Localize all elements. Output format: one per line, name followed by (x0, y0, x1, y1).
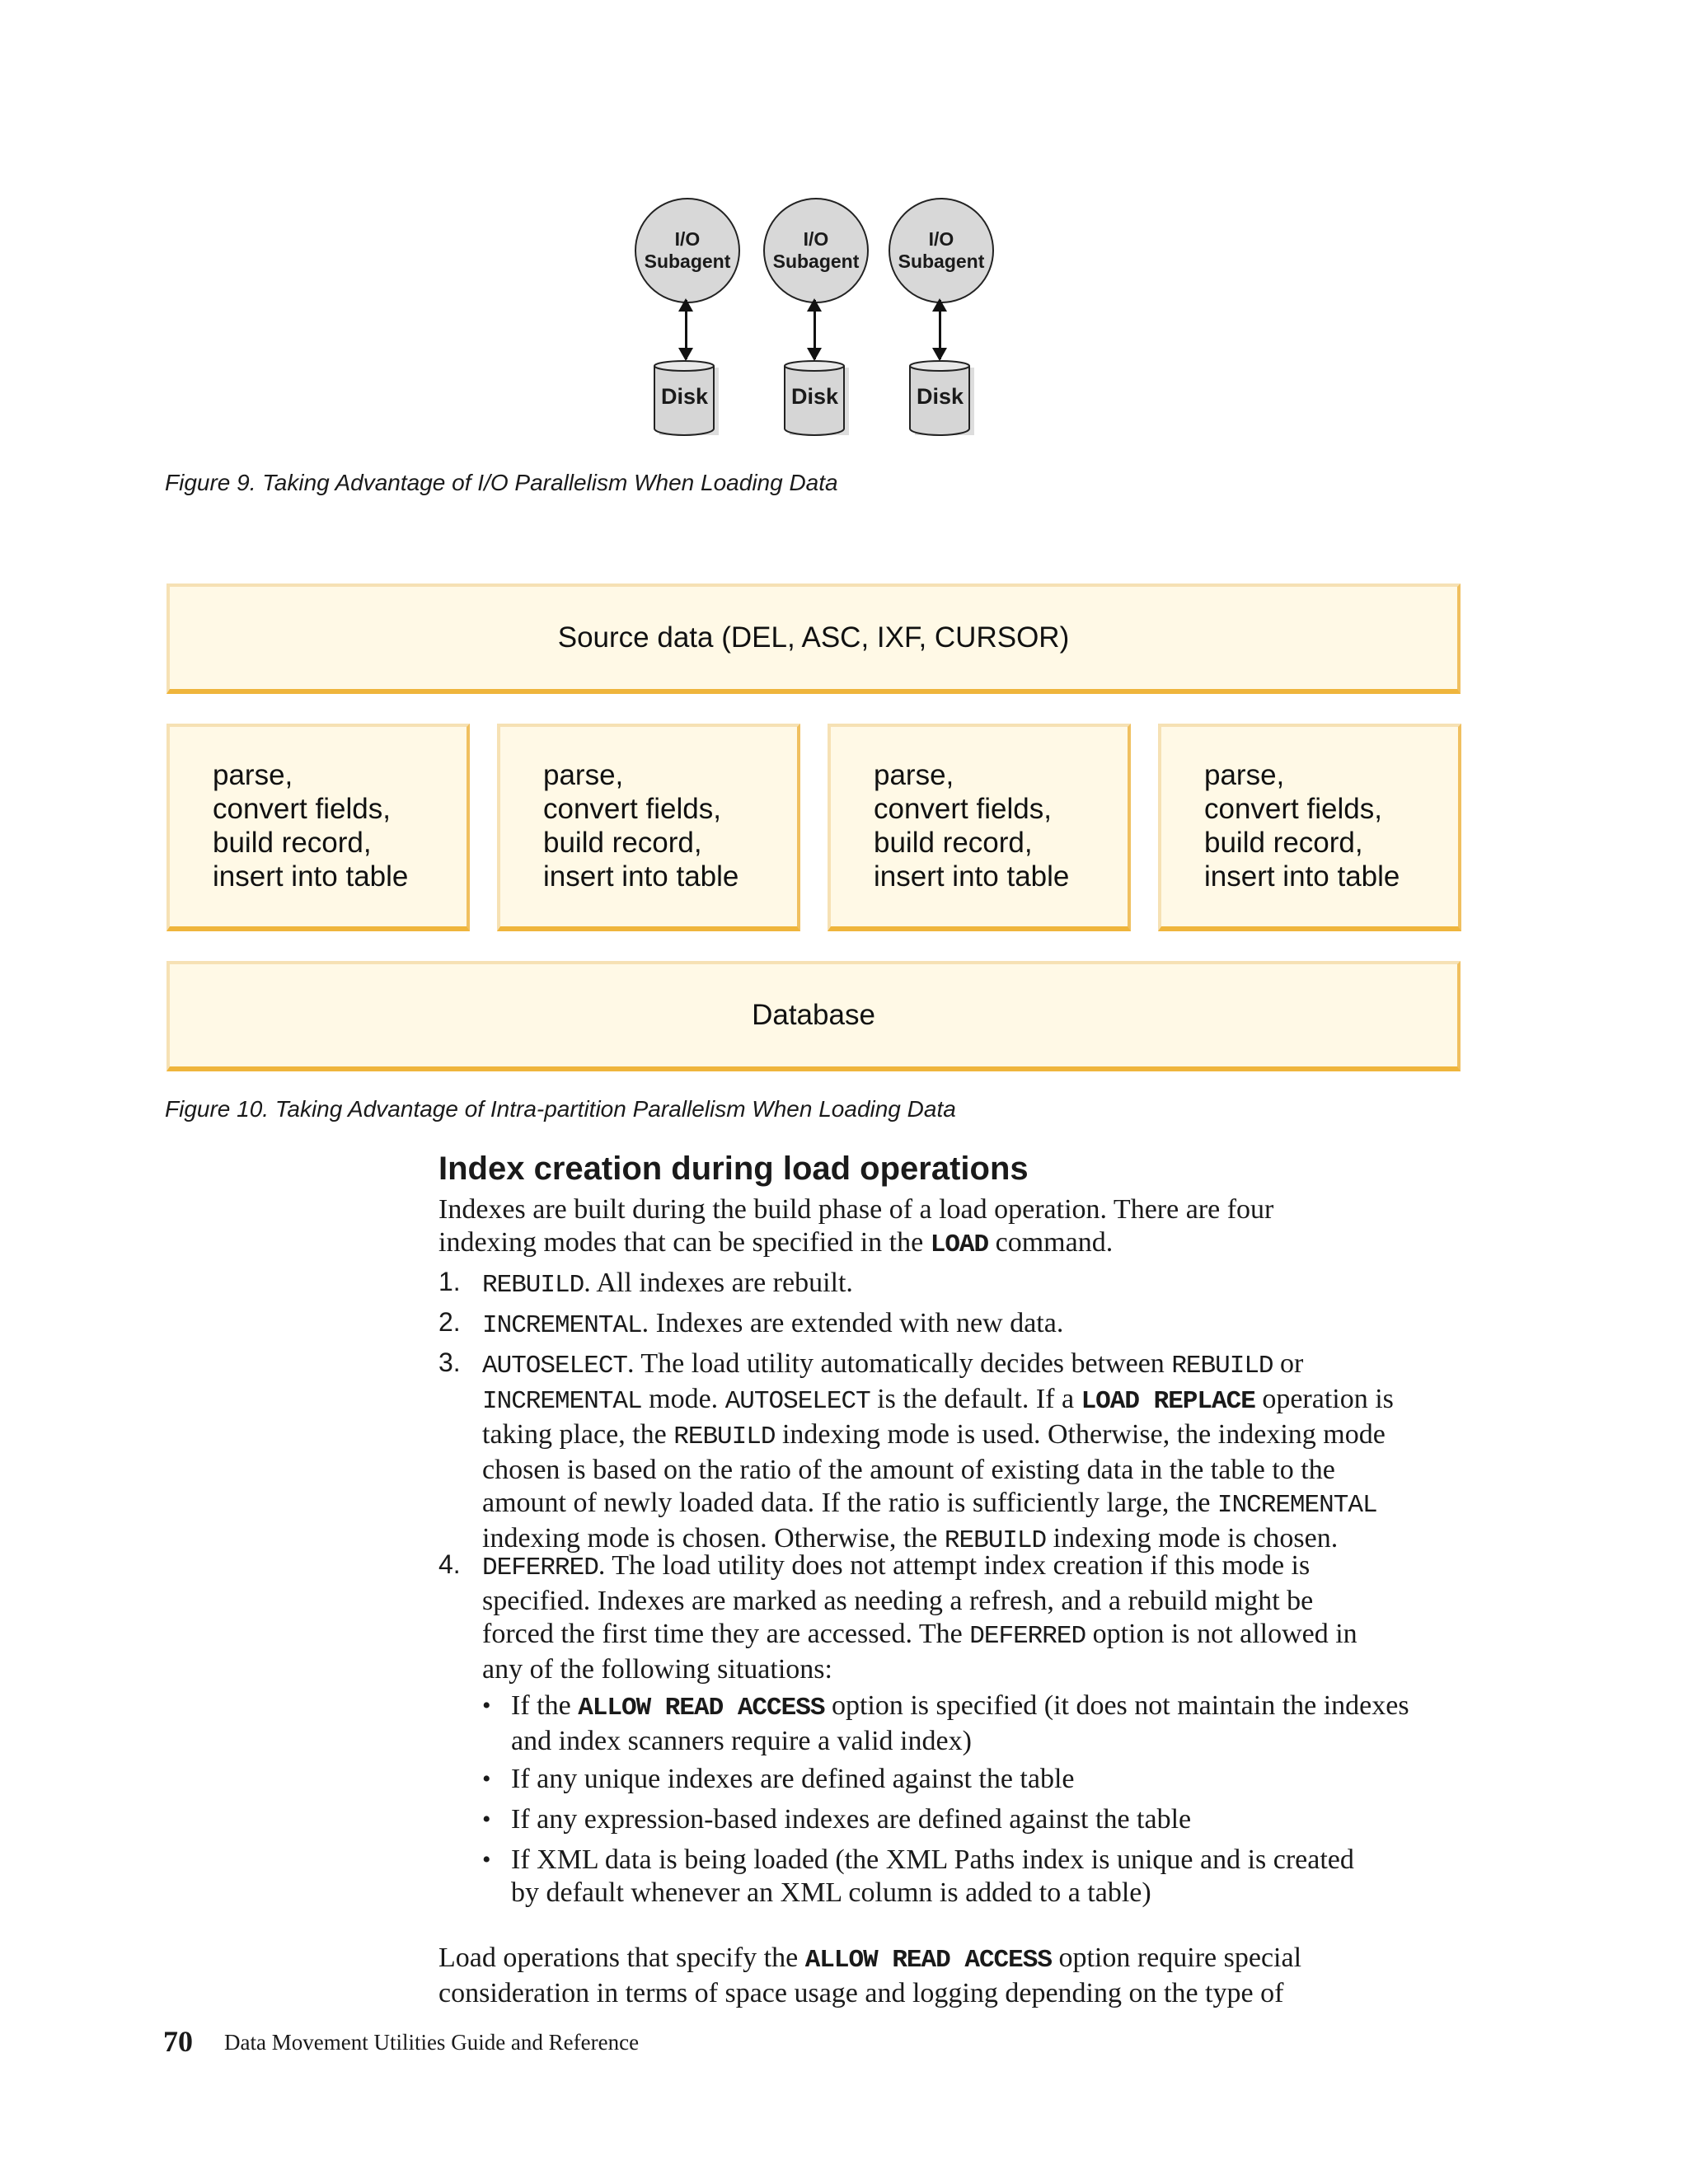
intro-line: indexing modes that can be specified in the LOAD command. (438, 1227, 1114, 1259)
bidirectional-arrow-icon (685, 300, 687, 359)
process-line: convert fields, (874, 793, 1052, 825)
list-item-1: REBUILD. All indexes are rebuilt. (482, 1268, 853, 1300)
process-line: build record, (874, 827, 1033, 859)
bidirectional-arrow-icon (814, 300, 816, 359)
bullet-icon: • (482, 1692, 491, 1719)
list-item-3: AUTOSELECT. The load utility automatically decides between REBUILD or INCREMENTAL mode. AUTOSELECT is the default. If a LOAD REPLACE operation is taking place, the REBUILD indexing mode is used. Otherwise, the indexing mode chosen is based on the ratio of the amount of existing data in the table to the amount of newly loaded data. If the ratio is sufficiently large, the INCREMENTAL indexing mode is chosen. Otherwise, the REBUILD indexing mode is chosen. (482, 1348, 1394, 1555)
closing-paragraph: Load operations that specify the ALLOW READ ACCESS option require special consideration in terms of space usage and logging depending on the type of (438, 1943, 1302, 2008)
intro-paragraph (438, 1193, 1273, 1262)
disk-2 (783, 359, 856, 442)
source-data-box (166, 583, 1461, 694)
process-box-4 (1158, 724, 1461, 931)
process-line: build record, (213, 827, 372, 859)
disk-3 (908, 359, 981, 442)
io-subagent-node-2 (763, 198, 869, 303)
bullet-item-4: If XML data is being loaded (the XML Paths index is unique and is created by default whenever an XML column is added to a table) (511, 1844, 1354, 1908)
process-box-3 (828, 724, 1131, 931)
disk-label: Disk (791, 384, 839, 409)
bullet-icon: • (482, 1765, 491, 1793)
io-subagent-node-1 (635, 198, 740, 303)
database-label: Database (752, 999, 875, 1031)
bullet-icon: • (482, 1806, 491, 1833)
book-title: Data Movement Utilities Guide and Reference (224, 2030, 640, 2055)
disk-label: Disk (917, 384, 964, 409)
process-line: build record, (543, 827, 702, 859)
disk-1 (653, 359, 725, 442)
process-line: parse, (1204, 759, 1285, 791)
bullet-item-1: If the ALLOW READ ACCESS option is specified (it does not maintain the indexes and index scanners require a valid index) (511, 1690, 1409, 1756)
process-box-1 (166, 724, 470, 931)
process-line: parse, (213, 759, 293, 791)
subagent-label-line1: I/O (674, 228, 701, 250)
list-number: 2. (438, 1307, 461, 1337)
bidirectional-arrow-icon (939, 300, 941, 359)
process-line: insert into table (213, 860, 409, 893)
list-number: 1. (438, 1267, 461, 1296)
process-line: build record, (1204, 827, 1363, 859)
bullet-icon: • (482, 1846, 491, 1873)
disk-label: Disk (661, 384, 709, 409)
process-box-2 (497, 724, 800, 931)
subagent-label-line2: Subagent (772, 251, 860, 272)
subagent-label-line1: I/O (803, 228, 829, 250)
list-number: 4. (438, 1549, 461, 1579)
figure-9-caption: Figure 9. Taking Advantage of I/O Parallelism When Loading Data (165, 470, 838, 495)
list-item-4: DEFERRED. The load utility does not attempt index creation if this mode is specified. Indexes are marked as needing a refresh, and a rebuild might be forced the first time they are accessed. The DEFERRED option is not allowed in any of the following situations: (482, 1550, 1357, 1685)
process-line: parse, (874, 759, 954, 791)
bullet-item-2: If any unique indexes are defined against the table (511, 1764, 1075, 1794)
process-line: convert fields, (543, 793, 721, 825)
bullet-item-3: If any expression-based indexes are defined against the table (511, 1804, 1192, 1835)
intro-line: Indexes are built during the build phase of a load operation. There are four (438, 1194, 1274, 1225)
process-line: insert into table (543, 860, 739, 893)
code-incremental: INCREMENTAL (482, 1311, 642, 1340)
process-line: convert fields, (213, 793, 391, 825)
database-box (166, 961, 1461, 1071)
subagent-label-line2: Subagent (644, 251, 731, 272)
code-rebuild: REBUILD (482, 1271, 584, 1300)
process-line: parse, (543, 759, 624, 791)
process-line: insert into table (874, 860, 1070, 893)
code-load: LOAD (930, 1230, 989, 1259)
figure-10-caption: Figure 10. Taking Advantage of Intra-partition Parallelism When Loading Data (165, 1096, 956, 1122)
list-item-2: INCREMENTAL. Indexes are extended with new data. (482, 1308, 1064, 1340)
source-data-label: Source data (DEL, ASC, IXF, CURSOR) (557, 621, 1070, 654)
list-number: 3. (438, 1347, 461, 1377)
section-heading: Index creation during load operations (438, 1151, 1029, 1187)
subagent-label-line1: I/O (928, 228, 954, 250)
io-subagent-node-3 (889, 198, 994, 303)
process-line: insert into table (1204, 860, 1400, 893)
subagent-label-line2: Subagent (898, 251, 985, 272)
page-number: 70 (163, 2025, 193, 2058)
process-line: convert fields, (1204, 793, 1382, 825)
